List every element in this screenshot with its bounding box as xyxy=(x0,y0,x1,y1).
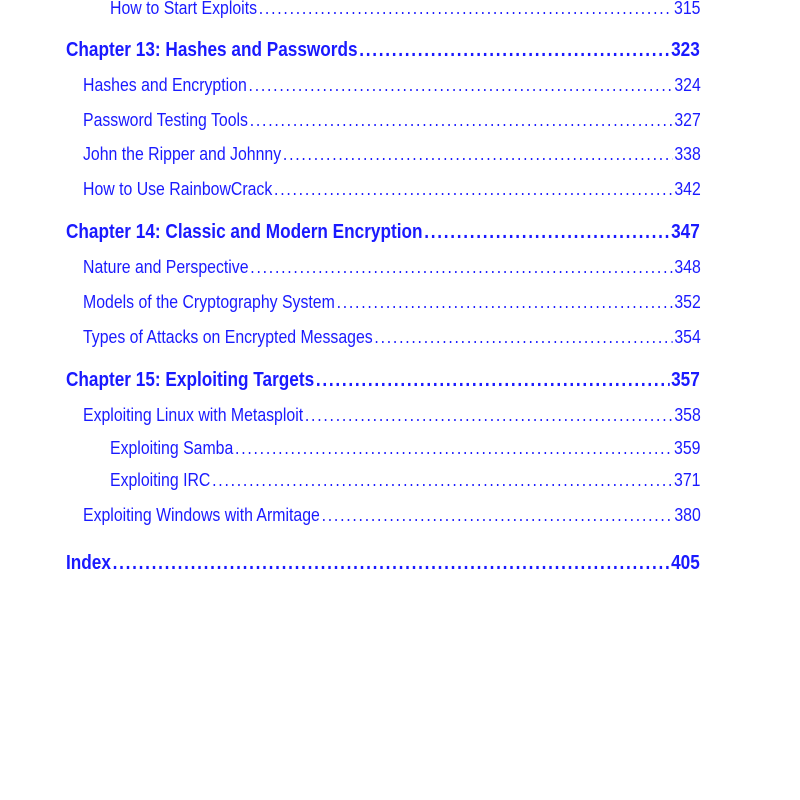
leader-dots xyxy=(250,257,672,278)
toc-entry-label: Chapter 15: Exploiting Targets xyxy=(66,369,315,391)
leader-dots xyxy=(113,552,670,575)
toc-entry-page: 315 xyxy=(674,0,701,18)
leader-dots xyxy=(274,179,673,200)
toc-entry-exploiting-windows[interactable] xyxy=(83,505,701,526)
toc-entry-page: 357 xyxy=(671,369,700,391)
toc-entry-label: John the Ripper and Johnny xyxy=(83,144,282,164)
toc-entry-page: 354 xyxy=(674,327,701,347)
toc-entry-chapter-14[interactable] xyxy=(66,221,700,244)
toc-entry-label: How to Use RainbowCrack xyxy=(83,179,273,199)
toc-entry-password-testing-tools[interactable] xyxy=(83,110,701,131)
toc-entry-chapter-15[interactable] xyxy=(66,369,700,392)
toc-entry-label: Password Testing Tools xyxy=(83,110,248,130)
toc-entry-page: 342 xyxy=(674,179,701,199)
toc-entry-label: Exploiting Samba xyxy=(110,438,234,458)
toc-entry-page: 359 xyxy=(674,438,701,458)
toc-entry-label: Nature and Perspective xyxy=(83,257,249,277)
toc-entry-page: 352 xyxy=(674,292,701,312)
toc-entry-index[interactable] xyxy=(66,552,700,575)
leader-dots xyxy=(250,110,673,131)
leader-dots xyxy=(424,221,669,244)
toc-entry-page: 380 xyxy=(674,505,701,525)
leader-dots xyxy=(212,470,672,491)
toc-entry-john-the-ripper[interactable] xyxy=(83,144,701,165)
toc-entry-label: Types of Attacks on Encrypted Messages xyxy=(83,327,373,347)
toc-entry-how-to-start-exploits[interactable] xyxy=(110,0,700,19)
toc-entry-chapter-13[interactable] xyxy=(66,39,700,62)
toc-entry-types-of-attacks[interactable] xyxy=(83,327,701,348)
leader-dots xyxy=(235,438,672,459)
toc-entry-page: 358 xyxy=(674,405,701,425)
toc-entry-label: Chapter 13: Hashes and Passwords xyxy=(66,39,358,61)
toc-entry-label: Exploiting Linux with Metasploit xyxy=(83,405,304,425)
toc-entry-hashes-and-encryption[interactable] xyxy=(83,75,701,96)
toc-entry-page: 324 xyxy=(674,75,701,95)
toc-entry-label: Chapter 14: Classic and Modern Encryption xyxy=(66,221,423,243)
toc-entry-label: Exploiting IRC xyxy=(110,470,211,490)
leader-dots xyxy=(249,75,673,96)
leader-dots xyxy=(322,505,673,526)
leader-dots xyxy=(316,369,670,392)
toc-entry-page: 405 xyxy=(671,552,700,574)
toc-entry-rainbowcrack[interactable] xyxy=(83,179,701,200)
toc-entry-label: Hashes and Encryption xyxy=(83,75,247,95)
toc-entry-label: How to Start Exploits xyxy=(110,0,258,18)
leader-dots xyxy=(259,0,673,19)
toc-entry-models-of-cryptography[interactable] xyxy=(83,292,701,313)
toc-entry-page: 327 xyxy=(674,110,701,130)
toc-entry-page: 347 xyxy=(671,221,700,243)
toc-entry-label: Exploiting Windows with Armitage xyxy=(83,505,320,525)
toc-entry-page: 338 xyxy=(674,144,701,164)
toc-entry-nature-and-perspective[interactable] xyxy=(83,257,701,278)
toc-entry-label: Index xyxy=(66,552,111,574)
leader-dots xyxy=(359,39,669,62)
leader-dots xyxy=(283,144,673,165)
toc-entry-page: 371 xyxy=(674,470,701,490)
toc-entry-exploiting-samba[interactable] xyxy=(110,438,700,459)
toc-entry-exploiting-linux[interactable] xyxy=(83,405,701,426)
leader-dots xyxy=(337,292,673,313)
leader-dots xyxy=(305,405,673,426)
toc-entry-page: 323 xyxy=(671,39,700,61)
toc-entry-exploiting-irc[interactable] xyxy=(110,470,700,491)
toc-entry-page: 348 xyxy=(674,257,701,277)
leader-dots xyxy=(374,327,672,348)
toc-entry-label: Models of the Cryptography System xyxy=(83,292,335,312)
